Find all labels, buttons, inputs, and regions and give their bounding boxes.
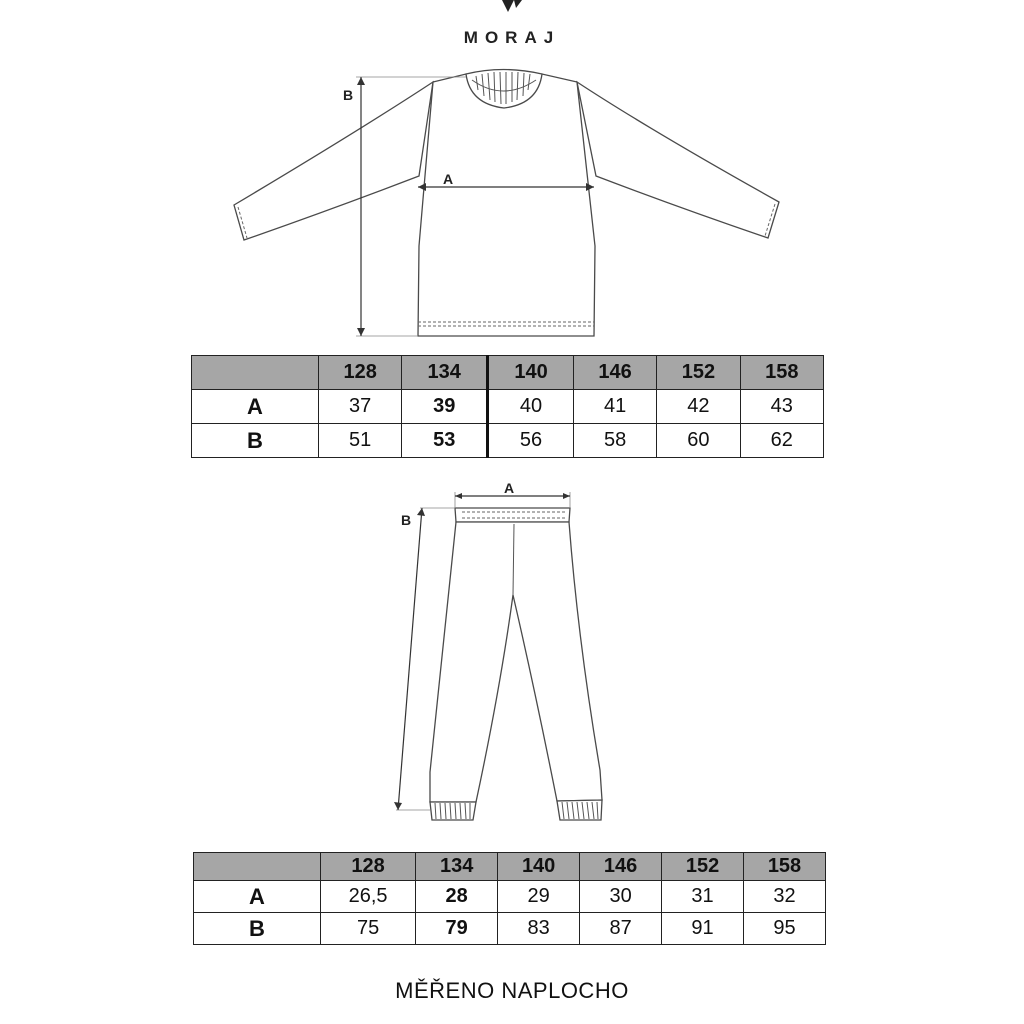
value-cell: 31 bbox=[662, 881, 744, 913]
pants-outline bbox=[430, 522, 602, 802]
shirt-size-table bbox=[191, 355, 824, 458]
table-row bbox=[192, 390, 824, 424]
value-cell: 60 bbox=[657, 424, 740, 458]
value-cell: 40 bbox=[488, 390, 574, 424]
table-row bbox=[192, 424, 824, 458]
value-cell: 41 bbox=[573, 390, 656, 424]
measurement-note: MĚŘENO NAPLOCHO bbox=[395, 978, 629, 1003]
value-cell: 32 bbox=[744, 881, 826, 913]
value-cell: 29 bbox=[498, 881, 580, 913]
shirt-diagram bbox=[0, 60, 1024, 350]
value-cell: 62 bbox=[740, 424, 823, 458]
size-header-cell: 152 bbox=[662, 853, 744, 881]
pants-diagram bbox=[0, 480, 1024, 840]
row-label: A bbox=[192, 390, 319, 424]
row-label: A bbox=[194, 881, 321, 913]
pants-left-cuff bbox=[430, 802, 476, 820]
size-header-cell: 158 bbox=[740, 356, 823, 390]
table-header-row bbox=[192, 356, 824, 390]
pants-length-label: B bbox=[401, 512, 412, 528]
size-header-cell: 158 bbox=[744, 853, 826, 881]
value-cell: 58 bbox=[573, 424, 656, 458]
shirt-length-label: B bbox=[343, 87, 354, 103]
size-header-cell: 128 bbox=[321, 853, 416, 881]
value-cell: 83 bbox=[498, 913, 580, 945]
value-cell: 56 bbox=[488, 424, 574, 458]
value-cell: 42 bbox=[657, 390, 740, 424]
value-cell: 75 bbox=[321, 913, 416, 945]
pants-waistband bbox=[455, 508, 570, 522]
pants-size-table bbox=[193, 852, 826, 945]
row-label: B bbox=[194, 913, 321, 945]
table-row bbox=[194, 881, 826, 913]
size-header-cell: 134 bbox=[402, 356, 488, 390]
size-header-cell: 128 bbox=[319, 356, 402, 390]
table-header-row bbox=[194, 853, 826, 881]
moraj-logo-mark-icon bbox=[478, 0, 538, 20]
size-header-cell: 146 bbox=[580, 853, 662, 881]
size-header-cell: 152 bbox=[657, 356, 740, 390]
value-cell: 95 bbox=[744, 913, 826, 945]
value-cell: 30 bbox=[580, 881, 662, 913]
brand-name: MORAJ bbox=[463, 28, 561, 47]
size-header-cell: 146 bbox=[573, 356, 656, 390]
size-header-cell: 140 bbox=[488, 356, 574, 390]
value-cell: 43 bbox=[740, 390, 823, 424]
value-cell: 87 bbox=[580, 913, 662, 945]
pants-width-label: A bbox=[504, 480, 515, 496]
value-cell: 28 bbox=[416, 881, 498, 913]
value-cell: 51 bbox=[319, 424, 402, 458]
size-header-cell: 134 bbox=[416, 853, 498, 881]
value-cell: 39 bbox=[402, 390, 488, 424]
row-label: B bbox=[192, 424, 319, 458]
size-header-cell: 140 bbox=[498, 853, 580, 881]
table-row bbox=[194, 913, 826, 945]
value-cell: 79 bbox=[416, 913, 498, 945]
shirt-width-label: A bbox=[443, 171, 454, 187]
value-cell: 53 bbox=[402, 424, 488, 458]
table-corner-cell bbox=[192, 356, 319, 390]
value-cell: 26,5 bbox=[321, 881, 416, 913]
table-corner-cell bbox=[194, 853, 321, 881]
shirt-right-sleeve bbox=[577, 82, 779, 238]
shirt-left-sleeve bbox=[234, 82, 433, 240]
shirt-outline bbox=[418, 74, 595, 336]
value-cell: 91 bbox=[662, 913, 744, 945]
value-cell: 37 bbox=[319, 390, 402, 424]
